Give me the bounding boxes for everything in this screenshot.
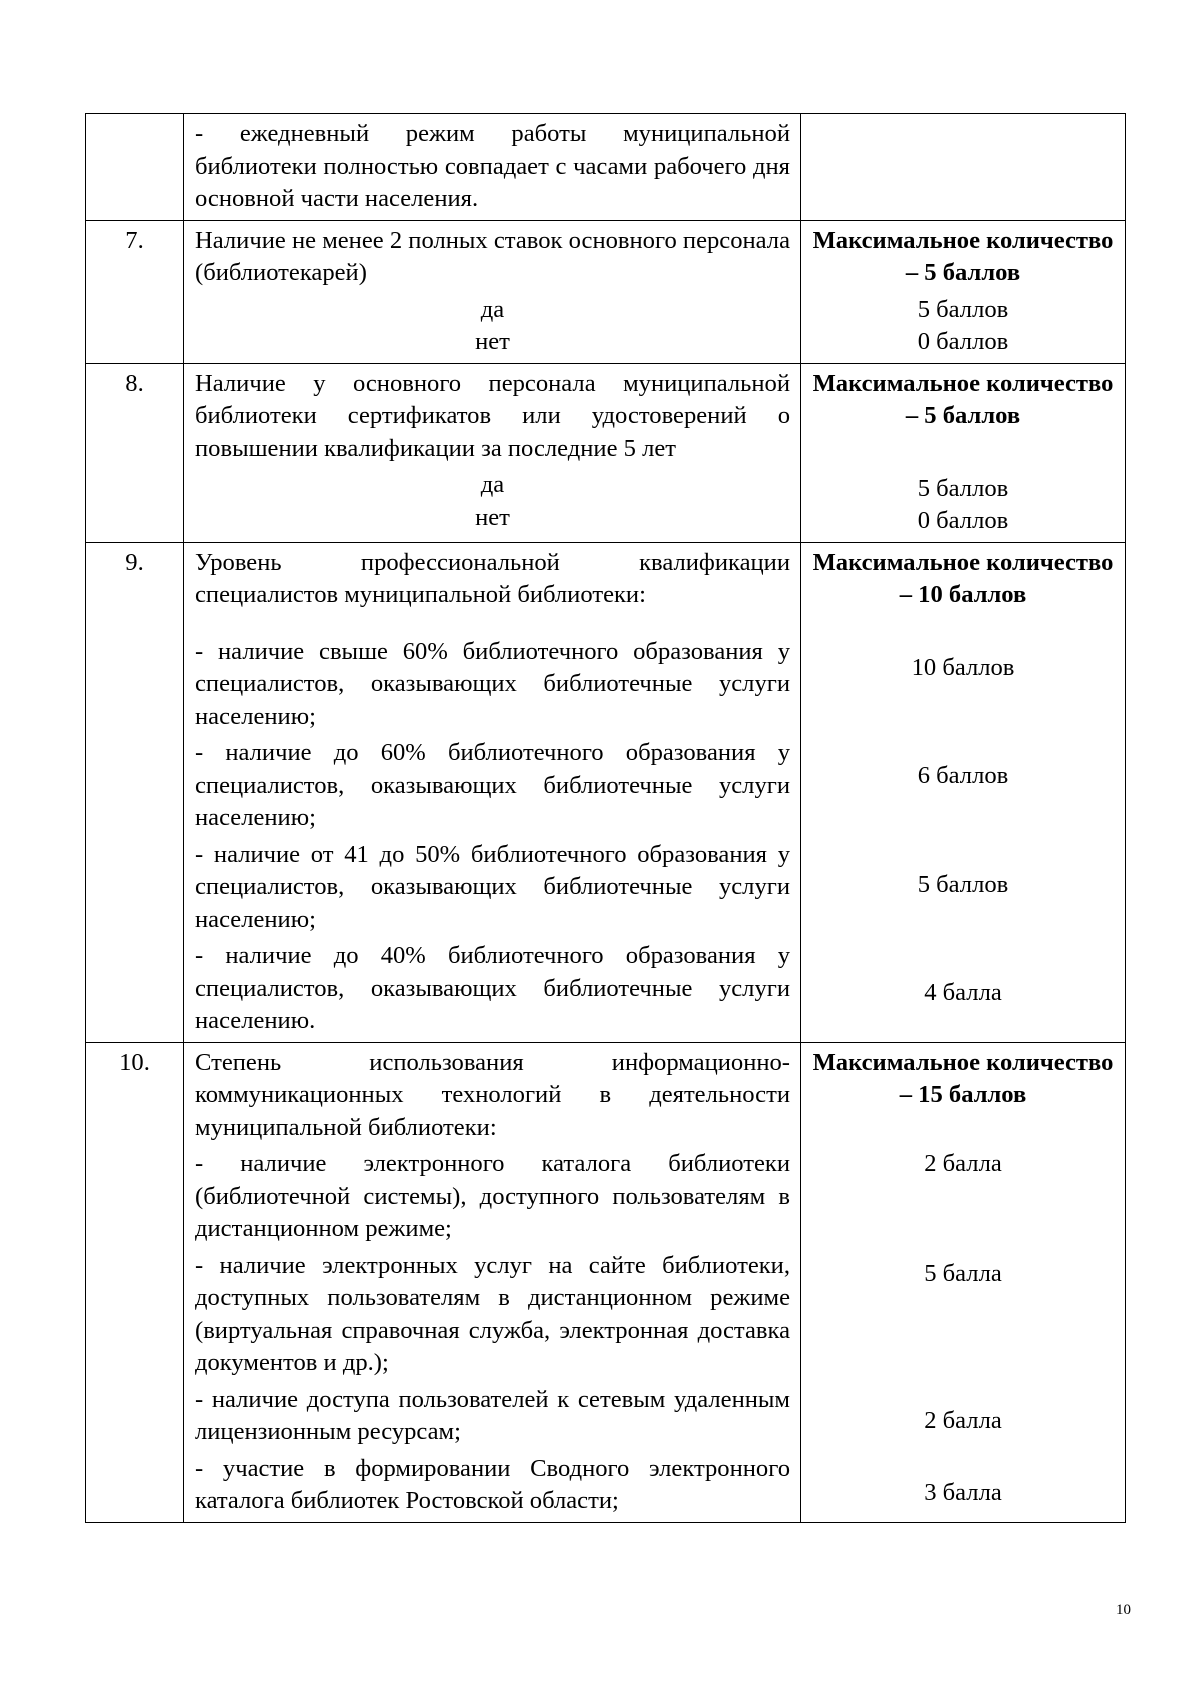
item-score: 4 балла (924, 979, 1002, 1006)
row-number: 9. (86, 542, 184, 1042)
item-score: 10 баллов (911, 653, 1015, 681)
max-score: Максимальное количество – 5 баллов (812, 369, 1114, 429)
max-score: Максимальное количество – 15 баллов (812, 1048, 1114, 1108)
item-text: - наличие от 41 до 50% библиотечного образования у специалистов, оказывающих библиотечные услуги населению; (195, 840, 790, 933)
criterion-text: Уровень профессиональной квалификации специалистов муниципальной библиотеки: (195, 548, 790, 608)
criterion-cell (184, 114, 801, 221)
item-text: - наличие доступа пользователей к сетевым удаленным лицензионным ресурсам; (195, 1385, 790, 1445)
table-row-8 (86, 363, 1126, 542)
criterion-cell (184, 363, 801, 542)
score-yes: 5 баллов (917, 474, 1009, 502)
item-score: 5 баллов (917, 870, 1009, 898)
item-text: - наличие до 60% библиотечного образования у специалистов, оказывающих библиотечные услуги населению; (195, 739, 790, 831)
item-text: - наличие электронных услуг на сайте библиотеки, доступных пользователям в дистанционном режиме (виртуальная справочная служба, электронная доставка документов и др.); (195, 1251, 790, 1376)
row-number: 8. (86, 363, 184, 542)
row-number: 7. (86, 220, 184, 363)
continuation-text: - ежедневный режим работы муниципальной библиотеки полностью совпадает с часами рабочего дня основной части населения. (195, 120, 790, 212)
max-score: Максимальное количество – 10 баллов (812, 548, 1114, 608)
item-score: 2 балла (924, 1406, 1002, 1434)
option-yes: да (480, 295, 505, 323)
row-number-cell (86, 114, 184, 221)
option-no: нет (475, 503, 510, 531)
table-row-10 (86, 1042, 1126, 1522)
criterion-cell (184, 1042, 801, 1522)
option-yes: да (480, 471, 505, 498)
item-text: - наличие электронного каталога библиотеки (библиотечной системы), доступного пользователям в дистанционном режиме; (195, 1150, 790, 1242)
criterion-text: Наличие не менее 2 полных ставок основного персонала (библиотекарей) (195, 226, 790, 286)
row-number: 10. (86, 1042, 184, 1522)
item-score: 6 баллов (917, 762, 1009, 789)
item-score: 5 балла (924, 1260, 1002, 1287)
table-row-7 (86, 220, 1126, 363)
table-row-continuation (86, 114, 1126, 221)
criterion-cell (184, 220, 801, 363)
score-cell (801, 220, 1126, 363)
option-no: нет (475, 328, 510, 355)
score-cell (801, 1042, 1126, 1522)
criterion-text: Степень использования информационно-коммуникационных технологий в деятельности муниципальной библиотеки: (195, 1048, 790, 1141)
item-text: - наличие свыше 60% библиотечного образования у специалистов, оказывающих библиотечные услуги населению; (195, 637, 790, 730)
score-no: 0 баллов (917, 507, 1009, 534)
score-no: 0 баллов (917, 328, 1009, 355)
item-text: - наличие до 40% библиотечного образования у специалистов, оказывающих библиотечные услуги населению. (195, 942, 790, 1034)
score-yes: 5 баллов (917, 295, 1009, 323)
criterion-text: Наличие у основного персонала муниципальной библиотеки сертификатов или удостоверений о повышении квалификации за последние 5 лет (195, 369, 790, 462)
score-cell (801, 363, 1126, 542)
item-text: - участие в формировании Сводного электронного каталога библиотек Ростовской области; (195, 1454, 790, 1514)
table-row-9 (86, 542, 1126, 1042)
score-cell (801, 114, 1126, 221)
page-number: 10 (1116, 1602, 1131, 1618)
item-score: 2 балла (924, 1149, 1002, 1177)
criteria-table (85, 113, 1126, 1523)
max-score: Максимальное количество – 5 баллов (812, 226, 1114, 286)
score-cell (801, 542, 1126, 1042)
criterion-cell (184, 542, 801, 1042)
item-score: 3 балла (924, 1479, 1002, 1506)
